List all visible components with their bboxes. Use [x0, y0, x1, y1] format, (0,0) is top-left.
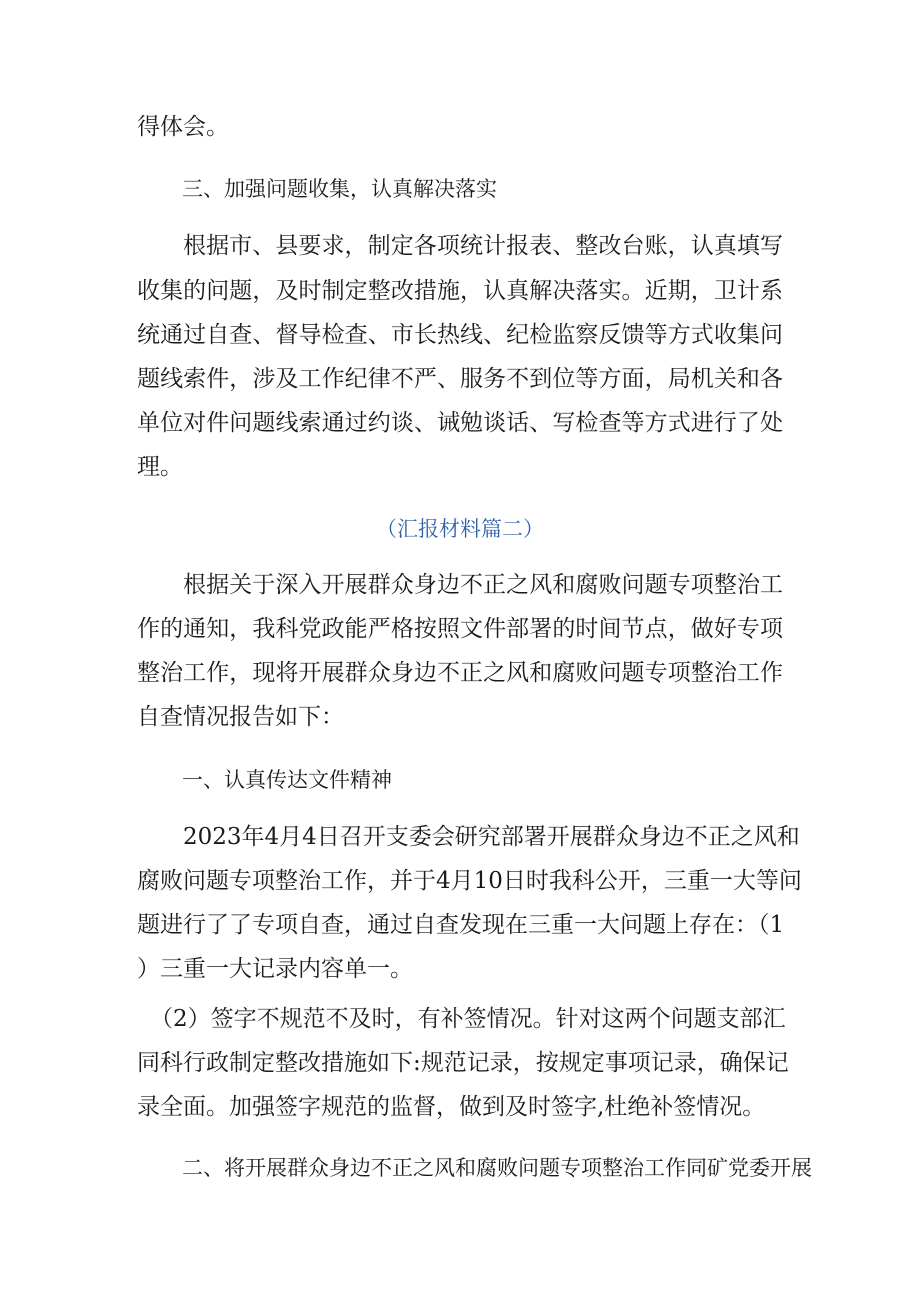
section-heading-3: 三、加强问题收集，认真解决落实	[182, 177, 497, 201]
paragraph-line: 题进行了了专项自查，通过自查发现在三重一大问题上存在：（1	[137, 912, 785, 938]
section-heading-2: 二、将开展群众身边不正之风和腐败问题专项整治工作同矿党委开展	[182, 1156, 812, 1180]
paragraph-line: 单位对件问题线索通过约谈、诫勉谈话、写检查等方式进行了处	[137, 410, 783, 436]
paragraph-line: 题线索件，涉及工作纪律不严、服务不到位等方面，局机关和各	[137, 366, 783, 392]
paragraph-line: 自查情况报告如下：	[137, 704, 344, 730]
paragraph-line: ）三重一大记录内容单一。	[137, 956, 413, 982]
section-title: （汇报材料篇二）	[376, 517, 544, 541]
paragraph-line: 作的通知，我科党政能严格按照文件部署的时间节点，做好专项	[137, 616, 783, 642]
paragraph-line: 根据关于深入开展群众身边不正之风和腐败问题专项整治工	[183, 572, 783, 598]
section-heading-1: 一、认真传达文件精神	[182, 768, 392, 792]
paragraph-line: 整治工作，现将开展群众身边不正之风和腐败问题专项整治工作	[137, 660, 783, 686]
paragraph-line: 腐败问题专项整治工作，并于4月10日时我科公开，三重一大等问	[137, 868, 802, 894]
paragraph-line: 根据市、县要求，制定各项统计报表、整改台账，认真填写	[183, 233, 783, 259]
paragraph-line: 得体会。	[137, 114, 229, 140]
paragraph-line: 录全面。加强签字规范的监督，做到及时签字,杜绝补签情况。	[137, 1094, 766, 1120]
paragraph-line: （2）签字不规范不及时，有补签情况。针对这两个问题支部汇	[150, 1006, 786, 1032]
paragraph-line: 同科行政制定整改措施如下:规范记录，按规定事项记录，确保记	[137, 1050, 789, 1076]
paragraph-line: 理。	[137, 454, 183, 480]
paragraph-line: 收集的问题，及时制定整改措施，认真解决落实。近期，卫计系	[137, 278, 783, 304]
paragraph-line: 2023年4月4日召开支委会研究部署开展群众身边不正之风和	[183, 824, 800, 850]
paragraph-line: 统通过自查、督导检查、市长热线、纪检监察反馈等方式收集问	[137, 322, 783, 348]
